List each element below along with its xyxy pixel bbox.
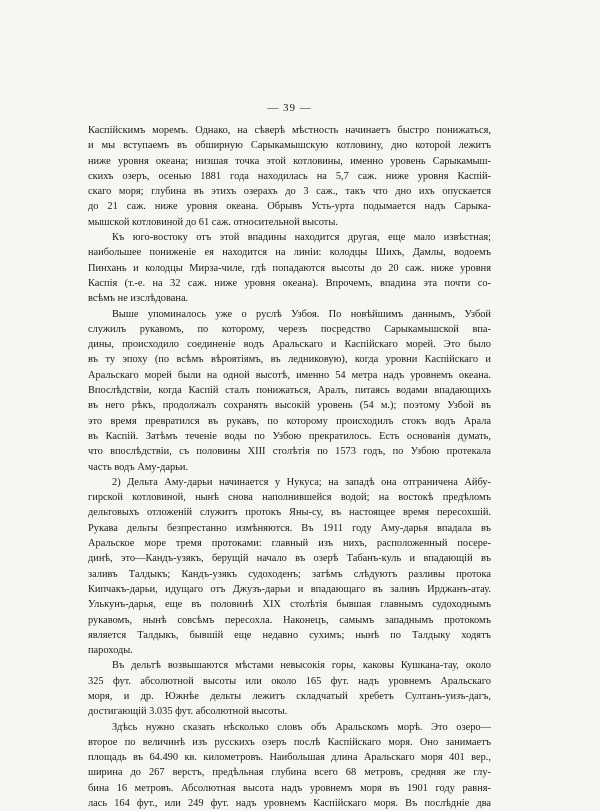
text-line: является Талдыкъ, бывшій еще недавно сухимъ; нынѣ по Талдыку ходятъ (88, 629, 491, 641)
text-line: мышской котловиной до 61 саж. относительной высоты. (88, 216, 338, 228)
text-line: ширина до 267 верстъ, предѣльная глубина всего 68 метровъ, средняя же глу- (88, 767, 491, 779)
text-line: лась 164 фут., или 249 фут. надъ уровнемъ Каспійскаго моря. Въ послѣдніе два (88, 798, 491, 810)
text-line: бина 16 метровъ. Абсолютная высота надъ уровнемъ моря въ 1901 году равня- (88, 782, 491, 794)
paragraph (88, 658, 491, 719)
text-line: пароходы. (88, 645, 133, 657)
text-line: рукавомъ, нынѣ совсѣмъ пересохла. Наконецъ, самымъ западнымъ протокомъ (88, 614, 491, 626)
text-line: Къ юго-востоку отъ этой впадины находится другая, еще мало извѣстная; (112, 232, 491, 244)
text-line: наибольшее пониженіе ея находится на линіи: колодцы Шихъ, Дамлы, водоемъ (88, 247, 491, 259)
text-line: ниже уровня океана; низшая точка этой котловины, именно уровень Сарыкамыш- (88, 155, 491, 167)
text-line: Аральское море тремя протоками: главный изъ нихъ, расположенный посере- (88, 538, 491, 550)
text-line: служилъ рукавомъ, по которому, черезъ посредство Сарыкамышской впа- (88, 323, 491, 335)
paragraph (88, 123, 491, 230)
text-line: это время превратился въ рукавъ, по которому происходилъ стокъ водъ Арала (88, 415, 491, 427)
text-line: достигающій 3.035 фут. абсолютной высоты. (88, 706, 288, 718)
text-line: динѣ, это—Кандъ-узякъ, берущій начало въ озерѣ Табанъ-куль и впадающій въ (88, 553, 491, 565)
paragraph (88, 230, 491, 306)
text-line: Улькунъ-дарья, еще въ половинѣ XIX столѣтія бывшая главнымъ судоходнымъ (88, 599, 491, 611)
text-line: Въ дельтѣ возвышаются мѣстами невысокія горы, каковы Кушкана-тау, около (112, 660, 491, 672)
text-line: заливъ Талдыкъ; Кандъ-узякъ судоходенъ; затѣмъ слѣдуютъ разливы протока (88, 568, 491, 580)
text-line: скихъ озеръ, осенью 1881 года находилась на 5,7 саж. ниже уровня Каспій- (88, 170, 491, 182)
text-line: площадь въ 64.490 кв. километровъ. Наибольшая длина Аральскаго моря 401 вер., (88, 752, 491, 764)
page-number: — 39 — (267, 102, 312, 114)
text-line: моря, и др. Южнѣе дельты лежитъ складчатый хребетъ Султанъ-уизъ-дагъ, (88, 690, 491, 702)
text-line: Выше упоминалось уже о руслѣ Узбоя. По новѣйшимъ даннымъ, Узбой (112, 308, 491, 320)
text-line: Каспійскимъ моремъ. Однако, на сѣверѣ мѣстность начинаетъ быстро понижаться, (88, 125, 491, 136)
text-line: Аральскаго морей были на одной высотѣ, именно 54 метра надъ уровнемъ океана. (88, 369, 491, 381)
paragraph (88, 307, 491, 475)
text-line: въ ту эпоху (по всѣмъ вѣроятіямъ, въ ледниковую), когда уровни Каспійскаго и (88, 354, 491, 366)
paragraph (88, 475, 491, 659)
text-line: гирской котловиной, нынѣ снова наполнившейся водой; на востокѣ предѣломъ (88, 492, 491, 504)
text-line: 2) Дельта Аму-дарьи начинается у Нукуса; на западѣ она отграничена Айбу- (112, 476, 491, 488)
text-line: и мы вступаемъ въ обширную Сарыкамышскую котловину, дно которой лежитъ (88, 140, 491, 152)
text-line: часть водъ Аму-дарьи. (88, 461, 189, 473)
text-line: второе по величинѣ изъ русскихъ озеръ послѣ Каспійскаго моря. Оно занимаетъ (88, 736, 491, 748)
text-line: Каспія (т.-е. на 32 саж. ниже уровня океана). Впрочемъ, впадина эта почти со- (88, 277, 491, 289)
text-line: въ него рѣкъ, продолжалъ сохранять высокій уровень (54 м.); поэтому Узбой въ (88, 400, 491, 412)
text-line: дельтовыхъ отложеній служитъ протокъ Яны-су, въ настоящее время пересохшій. (88, 507, 491, 519)
text-line: дины, происходило соединеніе водъ Аральскаго и Каспійскаго морей. Это было (88, 339, 491, 351)
text-line: Кипчакъ-дарьи, идущаго отъ Джузъ-дарьи и впадающаго въ заливъ Ирджанъ-атау. (88, 583, 491, 595)
paragraph (88, 720, 491, 811)
text-line: Впослѣдствіи, когда Каспій сталъ понижаться, Аралъ, питаясь водами впадающихъ (88, 385, 491, 397)
text-line: Пинхань и колодцы Мирза-чиле, гдѣ попадаются высоты до 20 саж. ниже уровня (88, 262, 491, 274)
text-line: всѣмъ не изслѣдована. (88, 293, 189, 305)
text-line: 325 фут. абсолютной высоты или около 165 фут. надъ уровнемъ Аральскаго (88, 675, 491, 687)
text-line: Рукава дельты безпрестанно измѣняются. Въ 1911 году Аму-дарья впадала въ (88, 522, 491, 534)
text-line: скаго моря; глубина въ этихъ озерахъ до 3 саж., такъ что дно ихъ опускается (88, 186, 491, 198)
text-line: Здѣсь нужно сказать нѣсколько словъ объ Аральскомъ морѣ. Это озеро— (112, 721, 491, 733)
page-body (88, 123, 491, 811)
text-line: до 21 саж. ниже уровня океана. Обрывъ Усть-урта подымается надъ Сарыка- (88, 201, 491, 213)
text-line: что впослѣдствіи, съ половины XIII столѣтія по 1573 годъ, по Узбою протекала (88, 446, 491, 458)
text-line: въ Каспій. Затѣмъ теченіе воды по Узбою прекратилось. Есть основанія думать, (88, 430, 491, 442)
